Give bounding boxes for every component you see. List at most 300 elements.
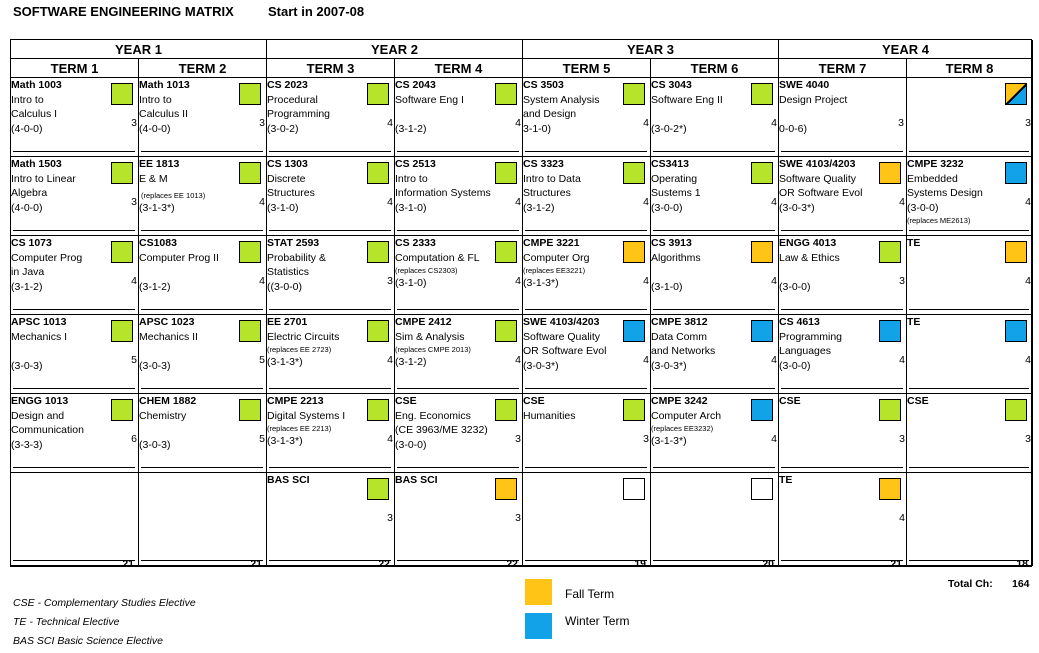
course-line: (3-1-0) [395,277,427,289]
course-line: (3-1-0) [267,201,299,214]
course-line [523,438,650,453]
course-line [523,423,650,438]
term-indicator [367,320,389,342]
course-line: (3-0-0) [651,201,683,214]
total-ch-value: 164 [1012,578,1030,590]
course-line [779,107,906,122]
course-cell [267,236,395,315]
term-indicator [495,478,517,500]
course-cell [395,157,523,236]
term-indicator [879,478,901,500]
course-cell [267,473,395,566]
course-cell [651,394,779,473]
fall-label: Fall Term [565,587,615,601]
credit-hours: 3 [387,275,393,287]
course-line: (3-0-2*) [651,122,687,135]
course-line: (replaces CS2303) [395,266,458,275]
term-header: TERM 2 [139,59,267,78]
underline [269,230,391,231]
course-line: Programming [267,108,331,120]
course-line [395,107,522,122]
term-indicator [1005,399,1027,421]
course-line: (3-0-3) [139,438,171,451]
course-code: APSC 1023 [139,316,195,328]
course-line: (3-0-0) [907,201,939,214]
credit-hours: 3 [131,117,137,129]
course-line: (replaces EE3221) [523,266,586,275]
course-cell [523,315,651,394]
course-line: 3-1-0) [523,122,552,135]
credit-hours: 4 [643,117,649,129]
course-line: Algebra [11,187,48,199]
credit-hours: 4 [131,275,137,287]
term-indicator [751,478,773,500]
term-indicator [495,83,517,105]
term-indicator [367,399,389,421]
underline [653,230,775,231]
term-total: 21 [122,558,134,570]
term-indicator [1005,320,1027,342]
course-cell [907,78,1033,157]
underline [781,388,903,389]
term-indicator [111,241,133,263]
course-line: Computer Org [523,251,590,264]
course-cell [267,394,395,473]
term-total: 19 [634,558,646,570]
underline [141,309,263,310]
term-indicator [879,162,901,184]
underline [525,151,647,152]
course-cell [395,78,523,157]
course-cell [11,315,139,394]
term-indicator [879,241,901,263]
course-line: Sustems 1 [651,187,701,199]
credit-hours: 4 [771,433,777,445]
term-indicator [239,320,261,342]
term-header: TERM 1 [11,59,139,78]
course-code: CMPE 3242 [651,395,708,407]
underline [781,151,903,152]
term-total: 21 [250,558,262,570]
course-line: (4-0-0) [139,122,171,135]
course-line: ((3-0-0) [267,280,303,293]
course-cell [907,157,1033,236]
credit-hours: 3 [1025,117,1031,129]
course-cell [395,236,523,315]
course-cell [11,473,139,566]
course-code: CSE [907,395,929,407]
term-indicator [623,241,645,263]
term-indicator [367,241,389,263]
credit-hours: 5 [131,354,137,366]
total-ch-label: Total Ch: [948,578,993,590]
course-line: (CE 3963/ME 3232) [395,424,488,436]
course-cell [523,78,651,157]
underline [397,151,519,152]
term-indicator [879,320,901,342]
course-line: Sim & Analysis [395,330,465,343]
course-code: CS 3913 [651,237,692,249]
underline [909,151,1029,152]
underline [653,467,775,468]
term-indicator [1005,162,1027,184]
term-indicator [367,162,389,184]
course-cell [267,78,395,157]
course-line: Law & Ethics [779,251,840,264]
course-line: Electric Circuits [267,330,340,343]
credit-hours: 3 [643,433,649,445]
course-code: CHEM 1882 [139,395,197,407]
underline [781,309,903,310]
underline [781,230,903,231]
credit-hours: 4 [771,354,777,366]
course-line: (3-1-3*) [267,356,303,368]
term-indicator [495,320,517,342]
course-cell [11,157,139,236]
course-line: Communication [11,424,84,436]
course-cell [907,394,1033,473]
course-line: (replaces EE 2723) [267,345,332,354]
term-indicator [751,399,773,421]
course-line: Languages [779,345,831,357]
credit-hours: 5 [259,433,265,445]
course-code: TE [779,474,793,486]
course-code: CS 3043 [651,79,692,91]
term-indicator [1005,83,1027,105]
term-indicator [111,399,133,421]
term-indicator [111,162,133,184]
underline [397,388,519,389]
course-code: CS 2333 [395,237,436,249]
credit-hours: 4 [771,117,777,129]
course-cell [395,315,523,394]
course-cell [523,157,651,236]
course-line: (3-1-2) [395,122,427,135]
course-line: (replaces ME2613) [907,216,971,225]
course-line: (replaces CMPE 2013) [395,345,471,354]
course-cell [907,315,1033,394]
course-line: (3-3-3) [11,438,43,451]
course-line: Probability & [267,251,326,264]
credit-hours: 3 [131,196,137,208]
credit-hours: 4 [643,354,649,366]
course-cell [523,394,651,473]
credit-hours: 4 [899,512,905,524]
course-cell [779,473,907,566]
term-indicator [495,241,517,263]
course-cell [139,315,267,394]
course-line: Chemistry [139,409,187,422]
course-line [139,423,266,438]
course-cell [139,473,267,566]
course-line [139,265,266,280]
course-line: Intro to [139,93,172,106]
credit-hours: 4 [899,196,905,208]
course-line: (3-1-0) [395,201,427,214]
course-line: (replaces EE 2213) [267,424,332,433]
credit-hours: 3 [259,117,265,129]
course-line: (3-0-3) [139,359,171,372]
course-code: CS 2513 [395,158,436,170]
course-cell [907,473,1033,566]
course-note: (replaces EE 1013) [141,191,206,200]
course-line: Digital Systems I [267,409,346,422]
course-line: Algorithms [651,251,701,264]
year-header: YEAR 4 [779,40,1033,59]
course-code: SWE 4103/4203 [779,158,856,170]
term-indicator [751,241,773,263]
credit-hours: 4 [387,196,393,208]
term-indicator [367,478,389,500]
term-indicator [623,320,645,342]
year-header: YEAR 2 [267,40,523,59]
course-cell [267,315,395,394]
course-line [139,344,266,359]
course-cell [779,157,907,236]
winter-swatch [525,613,552,639]
underline [653,151,775,152]
underline [653,309,775,310]
course-line: Humanities [523,409,576,422]
term-indicator [239,83,261,105]
course-line: Computation & FL [395,251,480,264]
start-year: Start in 2007-08 [268,4,365,19]
underline [397,309,519,310]
course-code: SWE 4103/4203 [523,316,600,328]
course-cell [11,236,139,315]
course-line: (3-1-3*) [267,435,303,447]
credit-hours: 3 [899,275,905,287]
term-indicator [111,320,133,342]
credit-hours: 5 [259,354,265,366]
term-indicator [623,399,645,421]
term-indicator [623,162,645,184]
course-code: CMPE 3232 [907,158,964,170]
course-code: CMPE 2412 [395,316,452,328]
course-line: Calculus I [11,108,58,120]
course-line: Software Eng II [651,93,723,106]
course-line: Mechanics II [139,330,198,343]
course-code: CS 2043 [395,79,436,91]
course-line: Systems Design [907,187,983,199]
credit-hours: 4 [771,196,777,208]
course-line: and Networks [651,345,716,357]
credit-hours: 3 [515,433,521,445]
course-line [779,265,906,280]
underline [269,309,391,310]
course-line: Operating [651,172,698,185]
course-cell [651,315,779,394]
credit-hours: 4 [899,354,905,366]
underline [13,467,135,468]
course-line: Mechanics I [11,330,68,343]
course-line: (3-0-3*) [779,201,815,214]
credit-hours: 4 [1025,275,1031,287]
course-code: EE 1813 [139,158,180,170]
course-line: Programming [779,330,843,343]
course-cell [139,157,267,236]
course-line: (3-1-0) [651,280,683,293]
course-code: SWE 4040 [779,79,830,91]
term-indicator [879,399,901,421]
underline [397,467,519,468]
course-code: CMPE 3221 [523,237,580,249]
course-line: Intro to Linear [11,172,76,185]
term-indicator [751,162,773,184]
course-line: Design and [11,409,65,422]
course-line: (3-0-0) [779,280,811,293]
underline [269,151,391,152]
course-line: (3-1-2) [11,280,43,293]
course-line: (3-1-2) [523,201,555,214]
legend-cse: CSE - Complementary Studies Elective [13,597,196,609]
underline [653,388,775,389]
course-line: 0-0-6) [779,122,808,135]
course-cell [11,394,139,473]
term-indicator [495,399,517,421]
term-total: 18 [1016,558,1028,570]
course-line: Computer Arch [651,409,722,422]
term-indicator [1005,241,1027,263]
course-cell [651,236,779,315]
course-line: (4-0-0) [11,201,43,214]
course-line: (3-0-3*) [523,359,559,372]
course-line: in Java [11,266,45,278]
credit-hours: 4 [387,354,393,366]
underline [141,388,263,389]
term-indicator [751,83,773,105]
legend-te: TE - Technical Elective [13,616,120,628]
course-cell [139,394,267,473]
credit-hours: 3 [515,512,521,524]
legend-bassci: BAS SCI Basic Science Elective [13,635,163,647]
course-code: EE 2701 [267,316,308,328]
underline [525,467,647,468]
course-line [651,107,778,122]
term-indicator [495,162,517,184]
course-code: CS 2023 [267,79,308,91]
course-cell [651,157,779,236]
course-line: E & M [139,172,168,185]
term-indicator [623,478,645,500]
course-code: BAS SCI [395,474,438,486]
course-code: CS3413 [651,158,689,170]
course-code: Math 1013 [139,79,190,91]
credit-hours: 3 [898,117,904,129]
course-line: Procedural [267,93,318,106]
credit-hours: 4 [643,196,649,208]
course-code: CS 3323 [523,158,564,170]
course-line: Statistics [267,266,310,278]
term-indicator [239,241,261,263]
course-line: OR Software Evol [523,345,607,357]
term-header: TERM 4 [395,59,523,78]
credit-hours: 4 [259,196,265,208]
page-title: SOFTWARE ENGINEERING MATRIX [13,4,234,19]
course-line: (3-0-3) [11,359,43,372]
term-indicator [367,83,389,105]
course-code: APSC 1013 [11,316,67,328]
course-code: TE [907,316,921,328]
underline [525,388,647,389]
underline [269,467,391,468]
underline [909,309,1029,310]
course-cell [139,78,267,157]
underline [13,388,135,389]
course-line: Design Project [779,93,848,106]
credit-hours: 6 [131,433,137,445]
underline [397,230,519,231]
course-code: CSE [523,395,545,407]
course-line: (4-0-0) [11,122,43,135]
term-total: 22 [506,558,518,570]
course-line: System Analysis [523,93,600,106]
course-line: Software Quality [779,172,857,185]
course-line: Intro to [11,93,44,106]
term-indicator [111,83,133,105]
year-header: YEAR 3 [523,40,779,59]
underline [141,230,263,231]
term-header: TERM 8 [907,59,1033,78]
course-line: Data Comm [651,330,708,343]
term-indicator [623,83,645,105]
credit-hours: 4 [1025,196,1031,208]
course-code: CS 1073 [11,237,52,249]
course-code: BAS SCI [267,474,310,486]
term-total: 21 [890,558,902,570]
course-code: CS 3503 [523,79,564,91]
course-code: ENGG 4013 [779,237,837,249]
course-line: Intro to [395,172,428,185]
underline [269,388,391,389]
course-line: Discrete [267,172,306,185]
course-line: (replaces EE3232) [651,424,714,433]
course-line: OR Software Evol [779,187,863,199]
credit-hours: 4 [515,354,521,366]
course-line: Software Quality [523,330,601,343]
course-line [11,344,138,359]
term-header: TERM 3 [267,59,395,78]
underline [13,151,135,152]
course-cell [523,473,651,566]
course-cell [907,236,1033,315]
term-indicator [239,399,261,421]
credit-hours: 4 [515,196,521,208]
course-line: (3-0-0) [395,438,427,451]
term-header: TERM 7 [779,59,907,78]
course-cell [779,78,907,157]
course-code: CS 1303 [267,158,308,170]
matrix-grid [10,39,1032,567]
credit-hours: 4 [387,433,393,445]
course-cell [651,473,779,566]
underline [525,309,647,310]
course-code: ENGG 1013 [11,395,69,407]
underline [909,230,1029,231]
course-code: Math 1503 [11,158,62,170]
credit-hours: 3 [899,433,905,445]
course-cell [267,157,395,236]
credit-hours: 4 [515,275,521,287]
underline [13,230,135,231]
term-indicator [239,162,261,184]
course-line: (3-0-0) [779,359,811,372]
course-code: CS 4613 [779,316,820,328]
course-code: CSE [779,395,801,407]
fall-swatch [525,579,552,605]
course-code: TE [907,237,921,249]
course-cell [139,236,267,315]
